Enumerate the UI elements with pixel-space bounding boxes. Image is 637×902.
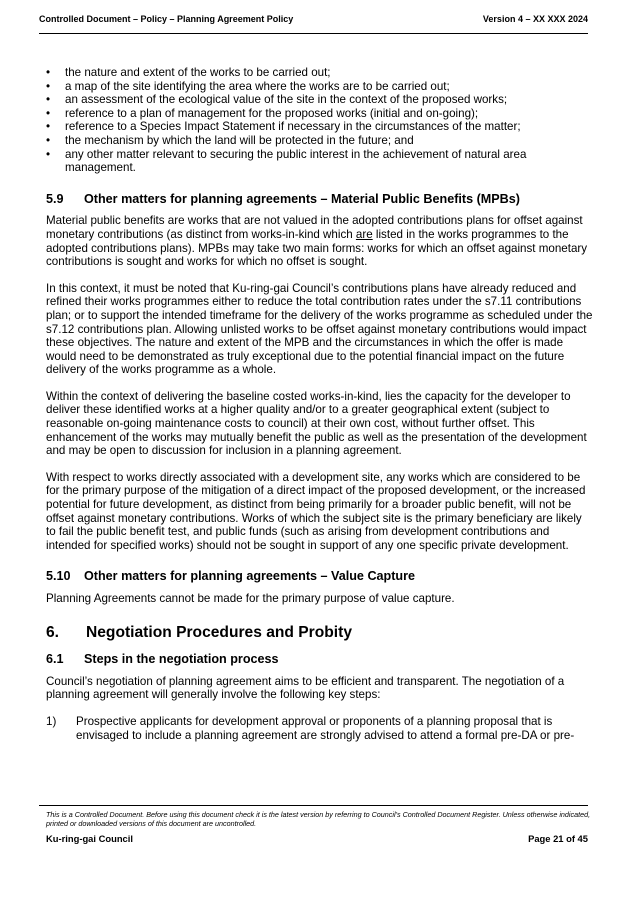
footer-disclaimer: This is a Controlled Document. Before using this document check it is the latest version by referring to Council’s Controlled Document Register. Unless otherwise indicated, printed or downloaded versions of this document are uncontrolled. bbox=[46, 810, 591, 828]
bullet-list bbox=[46, 66, 594, 175]
section-title: Steps in the negotiation process bbox=[84, 652, 279, 667]
bullet-icon: • bbox=[46, 120, 51, 134]
header-document-title: Controlled Document – Policy – Planning Agreement Policy bbox=[39, 14, 294, 24]
header-divider bbox=[39, 33, 588, 34]
list-item: • a map of the site identifying the area where the works are to be carried out; bbox=[46, 79, 450, 93]
bullet-icon: • bbox=[46, 79, 51, 93]
list-item: • reference to a Species Impact Statement if necessary in the circumstances of the matter; bbox=[46, 120, 521, 134]
footer-organisation: Ku-ring-gai Council bbox=[46, 833, 133, 844]
list-item: • the mechanism by which the land will be protected in the future; and bbox=[46, 133, 414, 147]
section-heading-6-1 bbox=[46, 653, 594, 667]
section-number: 5.10 bbox=[46, 569, 71, 584]
section-heading-5-9 bbox=[46, 193, 594, 207]
header-version: Version 4 – XX XXX 2024 bbox=[482, 14, 588, 24]
numbered-step bbox=[46, 715, 594, 742]
paragraph: Material public benefits are works that are not valued in the adopted contributions plans for offset against monetary contributions (as distinct from works-in-kind which are listed in the works programmes to the adopted contributions plans). MPBs may take two main forms: works for which an offset against monetary contributions is sought and works for which no offset is sought. bbox=[46, 214, 588, 269]
step-number: 1) bbox=[46, 714, 57, 728]
step-text: Prospective applicants for development approval or proponents of a planning proposal that is envisaged to include a planning agreement are strongly advised to attend a formal pre-DA or pre- bbox=[76, 714, 575, 742]
chapter-heading-6 bbox=[46, 623, 594, 641]
section-heading-5-10 bbox=[46, 570, 594, 584]
section-title: Other matters for planning agreements – Material Public Benefits (MPBs) bbox=[84, 191, 520, 206]
list-item: • reference to a plan of management for the proposed works (initial and on-going); bbox=[46, 106, 479, 120]
underlined-word: are bbox=[355, 227, 373, 241]
bullet-icon: • bbox=[46, 147, 51, 161]
chapter-title: Negotiation Procedures and Probity bbox=[86, 623, 352, 641]
page-footer bbox=[46, 833, 588, 844]
bullet-icon: • bbox=[46, 93, 51, 107]
page-number: Page 21 of 45 bbox=[528, 833, 588, 844]
list-item: • the nature and extent of the works to be carried out; bbox=[46, 66, 331, 79]
paragraph: Planning Agreements cannot be made for the primary purpose of value capture. bbox=[46, 592, 455, 605]
bullet-icon: • bbox=[46, 66, 51, 79]
section-title: Other matters for planning agreements – Value Capture bbox=[84, 569, 416, 584]
paragraph: In this context, it must be noted that Ku-ring-gai Council’s contributions plans have already reduced and refined their works programmes either to reduce the total contribution rates under the s7.11 contributions plan; or to support the intended timeframe for the delivery of the works programme as scheduled under the s7.12 contributions plan. Allowing unlisted works to be offset against monetary contributions would impact these objectives. The nature and extent of the MPB and the circumstances in which the offer is made would need to be demonstrated as truly exceptional due to the potential financial impact on the future delivery of the works programme as a whole. bbox=[46, 281, 593, 377]
paragraph: Council’s negotiation of planning agreement aims to be efficient and transparent. The negotiation of a planning agreement will generally involve the following key steps: bbox=[46, 674, 565, 702]
section-number: 6.1 bbox=[46, 652, 64, 667]
bullet-icon: • bbox=[46, 106, 51, 120]
page-header bbox=[39, 14, 588, 24]
paragraph: Within the context of delivering the baseline costed works-in-kind, lies the capacity for the developer to deliver these identified works at a higher quality and/or to a greater geographical extent (subject to reasonable on-going maintenance costs to council) at their own cost, without further offset. This enhancement of the works may mutually benefit the public as well as the presentation of the development and may be open to discussion for inclusion in a planning agreement. bbox=[46, 389, 587, 458]
page-body bbox=[46, 66, 594, 742]
bullet-icon: • bbox=[46, 133, 51, 147]
section-number: 5.9 bbox=[46, 191, 64, 206]
list-item: • an assessment of the ecological value of the site in the context of the proposed works; bbox=[46, 93, 508, 107]
list-item: • any other matter relevant to securing the public interest in the achievement of natural area management. bbox=[46, 147, 527, 175]
paragraph: With respect to works directly associated with a development site, any works which are considered to be for the primary purpose of the mitigation of a direct impact of the proposed development, or the increased potential for future development, as distinct from being primarily for a broader public benefit, will not be offset against monetary contributions. Works of which the subject site is the primary beneficiary are likely to fail the public benefit test, and public funds (such as arising from development contributions and intended for specified works) should not be sought in support of any one specific private development. bbox=[46, 470, 586, 552]
footer-divider bbox=[39, 805, 588, 806]
chapter-number: 6. bbox=[46, 623, 60, 641]
